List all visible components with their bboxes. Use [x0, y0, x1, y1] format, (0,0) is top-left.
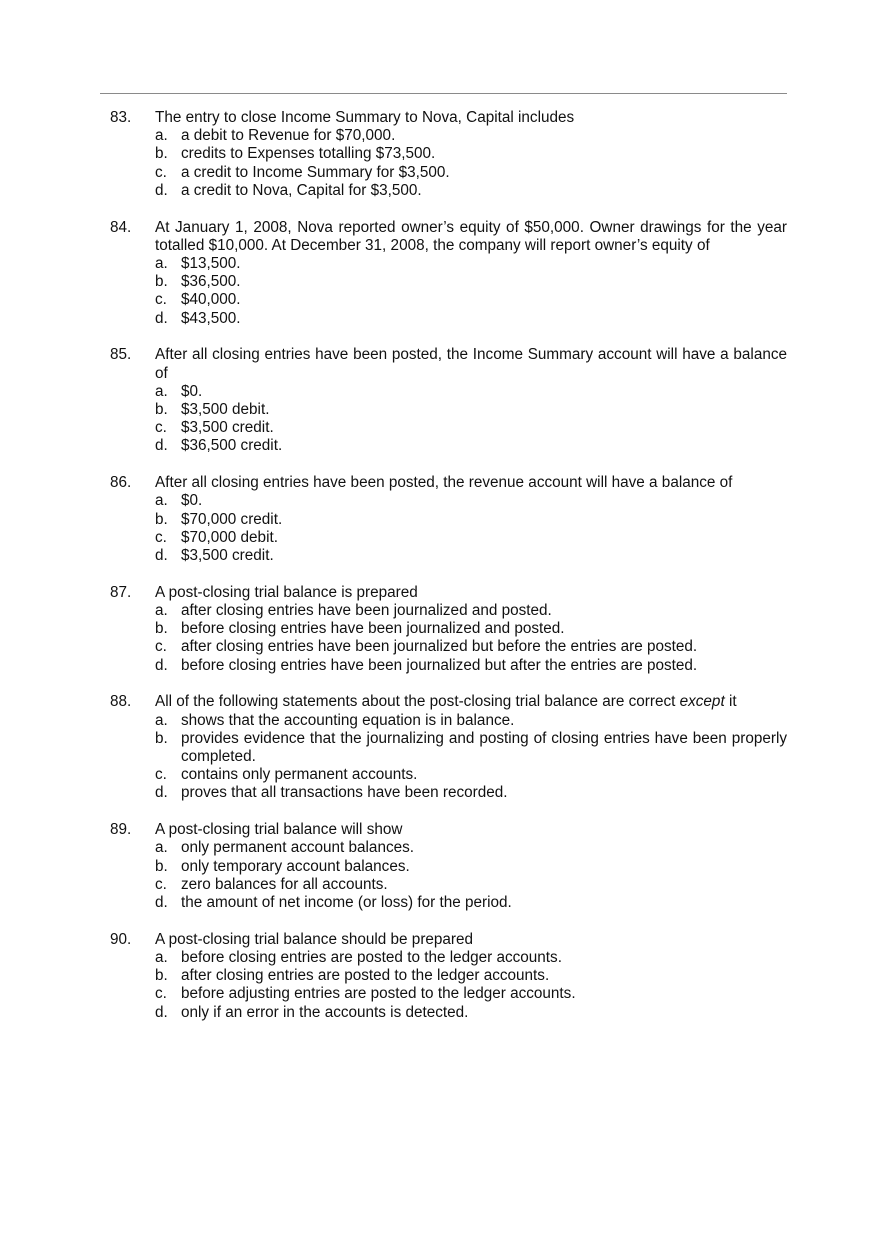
answer-option — [155, 602, 787, 620]
question-stem: All of the following statements about the post-closing trial balance are correct — [155, 693, 680, 711]
option-letter: a. — [155, 127, 168, 145]
option-letter: b. — [155, 510, 168, 528]
question-86 — [110, 474, 787, 565]
answer-option — [155, 145, 787, 163]
answer-option — [155, 949, 787, 967]
answer-option — [155, 766, 787, 784]
option-text: zero balances for all accounts. — [181, 875, 388, 893]
answer-option — [155, 419, 787, 437]
option-text: a credit to Nova, Capital for $3,500. — [181, 181, 422, 199]
option-letter: d. — [155, 894, 168, 912]
option-letter: a. — [155, 839, 168, 857]
option-letter: a. — [155, 711, 168, 729]
option-text: before adjusting entries are posted to the ledger accounts. — [181, 985, 576, 1003]
header-rule — [100, 93, 787, 94]
option-letter: a. — [155, 255, 168, 273]
question-text — [155, 693, 787, 711]
option-text: $36,500. — [181, 273, 241, 291]
question-85 — [110, 346, 787, 455]
option-text: $36,500 credit. — [181, 437, 283, 455]
answer-option — [155, 255, 787, 273]
option-text: $0. — [181, 492, 203, 510]
option-text: after closing entries have been journalized but before the entries are posted. — [181, 638, 698, 656]
option-text: a debit to Revenue for $70,000. — [181, 127, 396, 145]
option-letter: d. — [155, 309, 168, 327]
answer-option — [155, 858, 787, 876]
option-text: shows that the accounting equation is in balance. — [181, 711, 515, 729]
option-text: credits to Expenses totalling $73,500. — [181, 145, 436, 163]
question-stem: A post-closing trial balance is prepared — [155, 583, 418, 601]
option-text: the amount of net income (or loss) for the period. — [181, 894, 512, 912]
question-text — [155, 821, 787, 839]
answer-option — [155, 310, 787, 328]
question-88 — [110, 693, 787, 802]
answer-option — [155, 876, 787, 894]
option-letter: d. — [155, 1003, 168, 1021]
option-text: $3,500 credit. — [181, 419, 274, 437]
answer-option — [155, 492, 787, 510]
option-letter: c. — [155, 766, 167, 784]
option-text: $70,000 debit. — [181, 528, 278, 546]
question-90 — [110, 931, 787, 1022]
option-text: $3,500 debit. — [181, 401, 270, 419]
question-text — [155, 931, 787, 949]
option-text: $0. — [181, 382, 203, 400]
question-stem: A post-closing trial balance will show — [155, 821, 403, 839]
option-text: before closing entries have been journalized but after the entries are posted. — [181, 656, 698, 674]
option-letter: b. — [155, 729, 168, 747]
answer-option — [155, 638, 787, 656]
question-89 — [110, 821, 787, 912]
question-84 — [110, 219, 787, 328]
answer-option — [155, 712, 787, 730]
question-number: 86. — [110, 474, 132, 492]
question-number: 88. — [110, 693, 132, 711]
answer-option — [155, 182, 787, 200]
option-letter: a. — [155, 492, 168, 510]
question-text — [155, 584, 787, 602]
answer-option — [155, 401, 787, 419]
option-letter: b. — [155, 401, 168, 419]
option-letter: c. — [155, 875, 167, 893]
question-number: 90. — [110, 930, 132, 948]
question-number: 89. — [110, 821, 132, 839]
answer-option — [155, 273, 787, 291]
option-text: contains only permanent accounts. — [181, 766, 418, 784]
option-text: $40,000. — [181, 291, 241, 309]
option-letter: c. — [155, 528, 167, 546]
question-text — [155, 474, 787, 492]
answer-option — [155, 511, 787, 529]
question-stem-end: it — [724, 693, 737, 711]
answer-option — [155, 620, 787, 638]
question-emphasis: except — [679, 693, 725, 711]
answer-option — [155, 383, 787, 401]
option-letter: a. — [155, 949, 168, 967]
answer-option — [155, 985, 787, 1003]
option-text: after closing entries have been journalized and posted. — [181, 602, 552, 620]
question-stem: The entry to close Income Summary to Nova, Capital includes — [155, 109, 575, 126]
question-number: 83. — [110, 109, 132, 126]
option-text: provides evidence that the journalizing and posting of closing entries have been properly completed. — [181, 729, 787, 766]
answer-option — [155, 784, 787, 802]
question-number: 87. — [110, 583, 132, 601]
option-text: $3,500 credit. — [181, 547, 274, 565]
question-text — [155, 346, 787, 382]
answer-option — [155, 894, 787, 912]
option-text: only temporary account balances. — [181, 857, 410, 875]
option-letter: b. — [155, 967, 168, 985]
question-text — [155, 219, 787, 255]
answer-option — [155, 547, 787, 565]
answer-option — [155, 730, 787, 766]
option-letter: c. — [155, 419, 167, 437]
answer-option — [155, 291, 787, 309]
question-number: 84. — [110, 218, 132, 236]
question-text — [155, 109, 787, 127]
answer-option — [155, 127, 787, 145]
option-text: a credit to Income Summary for $3,500. — [181, 163, 450, 181]
option-letter: d. — [155, 437, 168, 455]
option-text: $43,500. — [181, 309, 241, 327]
question-stem: After all closing entries have been posted, the Income Summary account will have a balance of — [155, 346, 787, 382]
answer-option — [155, 967, 787, 985]
question-number: 85. — [110, 346, 132, 364]
option-letter: b. — [155, 857, 168, 875]
option-letter: b. — [155, 145, 168, 163]
question-87 — [110, 584, 787, 675]
option-letter: c. — [155, 638, 167, 656]
question-list — [110, 109, 787, 1040]
option-text: proves that all transactions have been recorded. — [181, 784, 508, 802]
question-stem: After all closing entries have been posted, the revenue account will have a balance of — [155, 474, 733, 492]
question-83 — [110, 109, 787, 200]
answer-option — [155, 1004, 787, 1022]
answer-option — [155, 657, 787, 675]
question-stem: At January 1, 2008, Nova reported owner’s equity of $50,000. Owner drawings for the year totalled $10,000. At December 31, 2008, the company will report owner’s equity of — [155, 218, 787, 254]
option-letter: a. — [155, 382, 168, 400]
option-text: before closing entries are posted to the ledger accounts. — [181, 949, 562, 967]
option-letter: b. — [155, 273, 168, 291]
option-text: after closing entries are posted to the ledger accounts. — [181, 967, 550, 985]
answer-option — [155, 529, 787, 547]
option-letter: d. — [155, 181, 168, 199]
option-text: $13,500. — [181, 255, 241, 273]
answer-option — [155, 839, 787, 857]
option-letter: d. — [155, 547, 168, 565]
option-text: $70,000 credit. — [181, 510, 283, 528]
option-letter: c. — [155, 163, 167, 181]
option-letter: c. — [155, 985, 167, 1003]
option-letter: d. — [155, 784, 168, 802]
option-letter: d. — [155, 656, 168, 674]
option-text: only permanent account balances. — [181, 839, 415, 857]
option-letter: c. — [155, 291, 167, 309]
answer-option — [155, 437, 787, 455]
question-stem: A post-closing trial balance should be prepared — [155, 930, 474, 948]
answer-option — [155, 164, 787, 182]
option-text: only if an error in the accounts is detected. — [181, 1003, 469, 1021]
option-letter: b. — [155, 620, 168, 638]
option-letter: a. — [155, 602, 168, 620]
option-text: before closing entries have been journalized and posted. — [181, 620, 565, 638]
